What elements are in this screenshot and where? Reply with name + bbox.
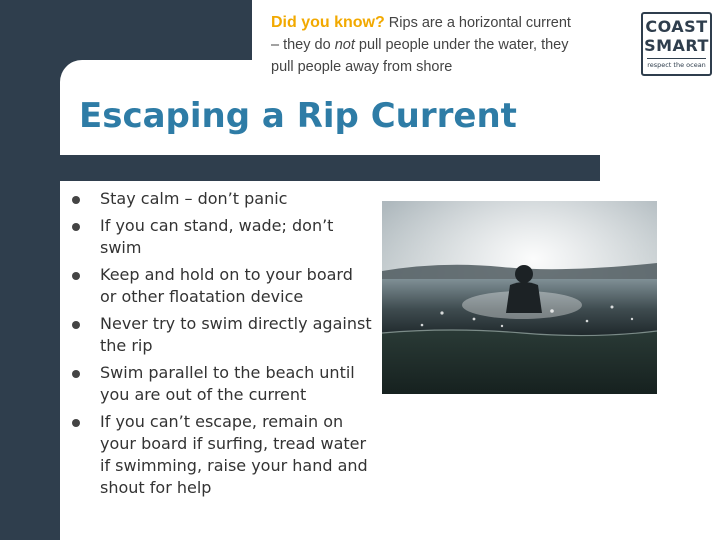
logo-text-top: COAST: [645, 17, 708, 36]
bullet-item: [72, 264, 372, 308]
fact-line2-emphasis: not: [334, 37, 355, 53]
bullet-text: Keep and hold on to your board or other floatation device: [100, 265, 353, 306]
swimmer-photo: [382, 201, 657, 394]
fact-line2-pre: – they do: [271, 37, 335, 53]
bullet-dot-icon: [72, 196, 80, 204]
frame-left-bar: [0, 0, 60, 540]
coast-smart-logo: [641, 12, 712, 76]
fact-line1: Rips are a horizontal current: [384, 15, 571, 31]
title-underline-band: [60, 155, 600, 181]
bullet-dot-icon: [72, 321, 80, 329]
bullet-item: [72, 313, 372, 357]
bullet-item: [72, 215, 372, 259]
bullet-text: Stay calm – don’t panic: [100, 189, 288, 208]
bullet-text: Never try to swim directly against the rip: [100, 314, 372, 355]
fact-line2: [271, 34, 631, 56]
bullet-item: [72, 411, 372, 499]
bullet-dot-icon: [72, 272, 80, 280]
bullet-text: If you can stand, wade; don’t swim: [100, 216, 334, 257]
slide-title: Escaping a Rip Current: [79, 96, 517, 136]
bullet-text: Swim parallel to the beach until you are out of the current: [100, 363, 355, 404]
bullet-dot-icon: [72, 223, 80, 231]
logo-text-mid: SMART: [644, 36, 709, 55]
fact-line3: pull people away from shore: [271, 59, 453, 75]
safety-tips-list: [72, 188, 372, 504]
bullet-item: [72, 188, 372, 210]
bullet-dot-icon: [72, 419, 80, 427]
logo-tagline: respect the ocean: [647, 58, 706, 71]
did-you-know-fact: [271, 12, 631, 78]
bullet-item: [72, 362, 372, 406]
fact-line2-post: pull people under the water, they: [354, 37, 569, 53]
did-you-know-label: Did you know?: [271, 14, 385, 31]
swimmer-photo-image: [382, 201, 657, 394]
bullet-text: If you can’t escape, remain on your board if surfing, tread water if swimming, raise your hand and shout for help: [100, 412, 368, 497]
bullet-dot-icon: [72, 370, 80, 378]
